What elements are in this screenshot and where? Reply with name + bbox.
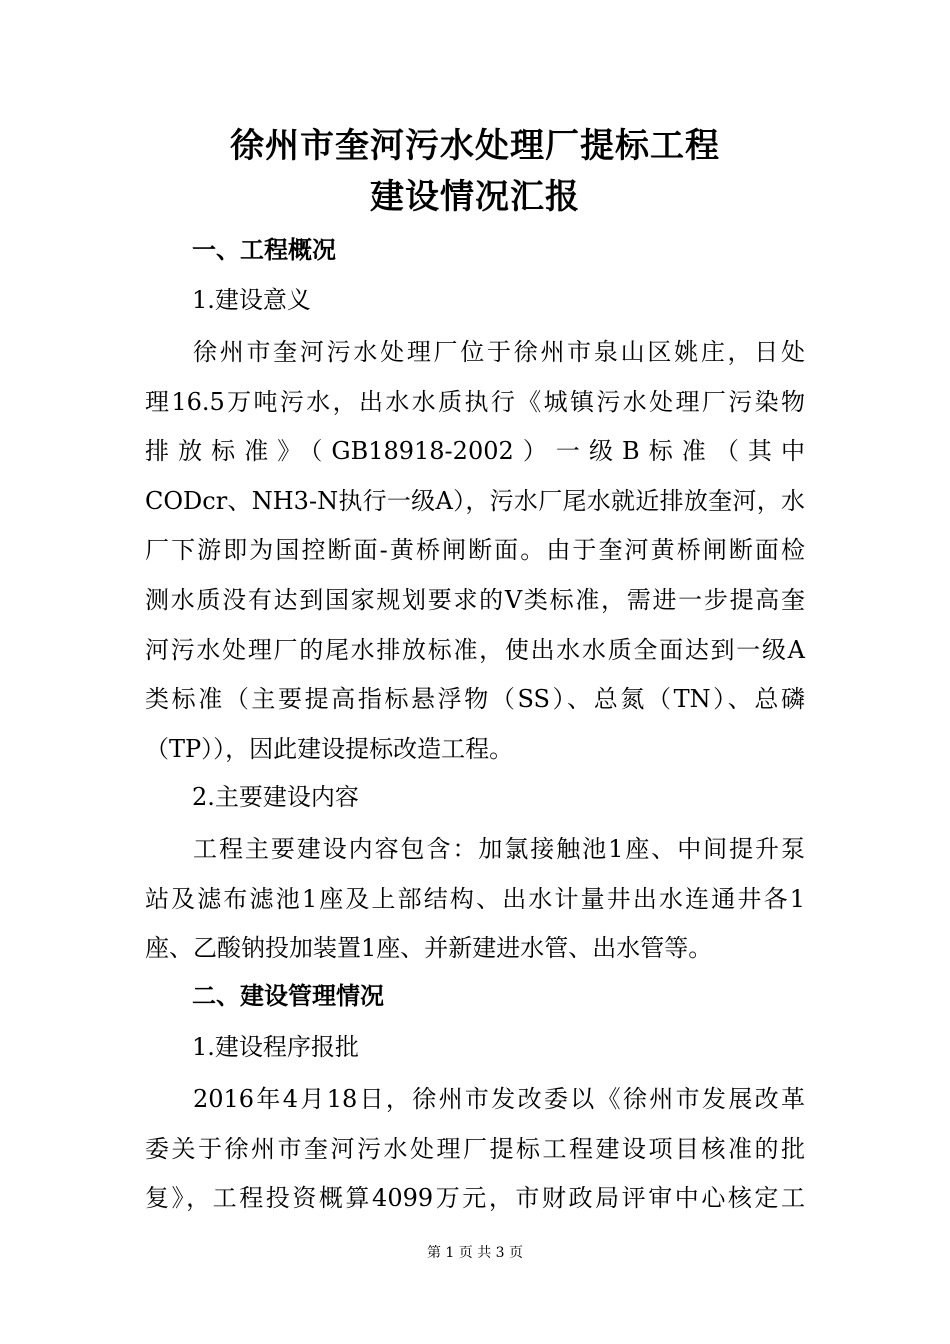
paragraph-line: （TP）），因此建设提标改造工程。: [145, 734, 514, 763]
section1-heading: 一、工程概况: [192, 235, 336, 264]
paragraph-line: 复》，工程投资概算4099万元，市财政局评审中心核定工: [145, 1184, 805, 1213]
document-title-line1: 徐州市奎河污水处理厂提标工程: [230, 126, 720, 166]
paragraph-line: 理16.5万吨污水，出水水质执行《城镇污水处理厂污染物: [145, 387, 805, 416]
paragraph-line: 类标准（主要提高指标悬浮物（SS）、总氮（TN）、总磷: [145, 685, 805, 714]
paragraph-line: CODcr、NH3-N执行一级A），污水厂尾水就近排放奎河，水: [145, 486, 805, 515]
section2-para1: [145, 1075, 805, 1224]
document-title-line2: 建设情况汇报: [370, 177, 580, 217]
paragraph-line: 委关于徐州市奎河污水处理厂提标工程建设项目核准的批: [145, 1134, 805, 1163]
paragraph-line: 站及滤布滤池1座及上部结构、出水计量井出水连通井各1: [145, 884, 805, 913]
section1-para2: [145, 825, 805, 974]
paragraph-line: 测水质没有达到国家规划要求的V类标准，需进一步提高奎: [145, 585, 805, 614]
paragraph-line: 排放标准》（GB18918-2002）一级B标准（其中: [145, 437, 805, 466]
paragraph-line: 厂下游即为国控断面-黄桥闸断面。由于奎河黄桥闸断面检: [145, 536, 805, 565]
section2-sub1: 1.建设程序报批: [192, 1033, 359, 1061]
paragraph-line: 河污水处理厂的尾水排放标准，使出水水质全面达到一级A: [145, 635, 805, 664]
section1-sub1: 1.建设意义: [192, 286, 311, 314]
paragraph-line: 2016年4月18日，徐州市发改委以《徐州市发展改革: [193, 1085, 805, 1113]
paragraph-line: 徐州市奎河污水处理厂位于徐州市泉山区姚庄，日处: [193, 338, 805, 366]
page-footer: 第 1 页 共 3 页: [426, 1245, 524, 1261]
section2-heading: 二、建设管理情况: [192, 981, 384, 1010]
section1-para1: [145, 328, 805, 774]
paragraph-line: 工程主要建设内容包含：加氯接触池1座、中间提升泵: [193, 835, 805, 863]
section1-sub2: 2.主要建设内容: [192, 783, 359, 811]
paragraph-line: 座、乙酸钠投加装置1座、并新建进水管、出水管等。: [145, 934, 713, 963]
